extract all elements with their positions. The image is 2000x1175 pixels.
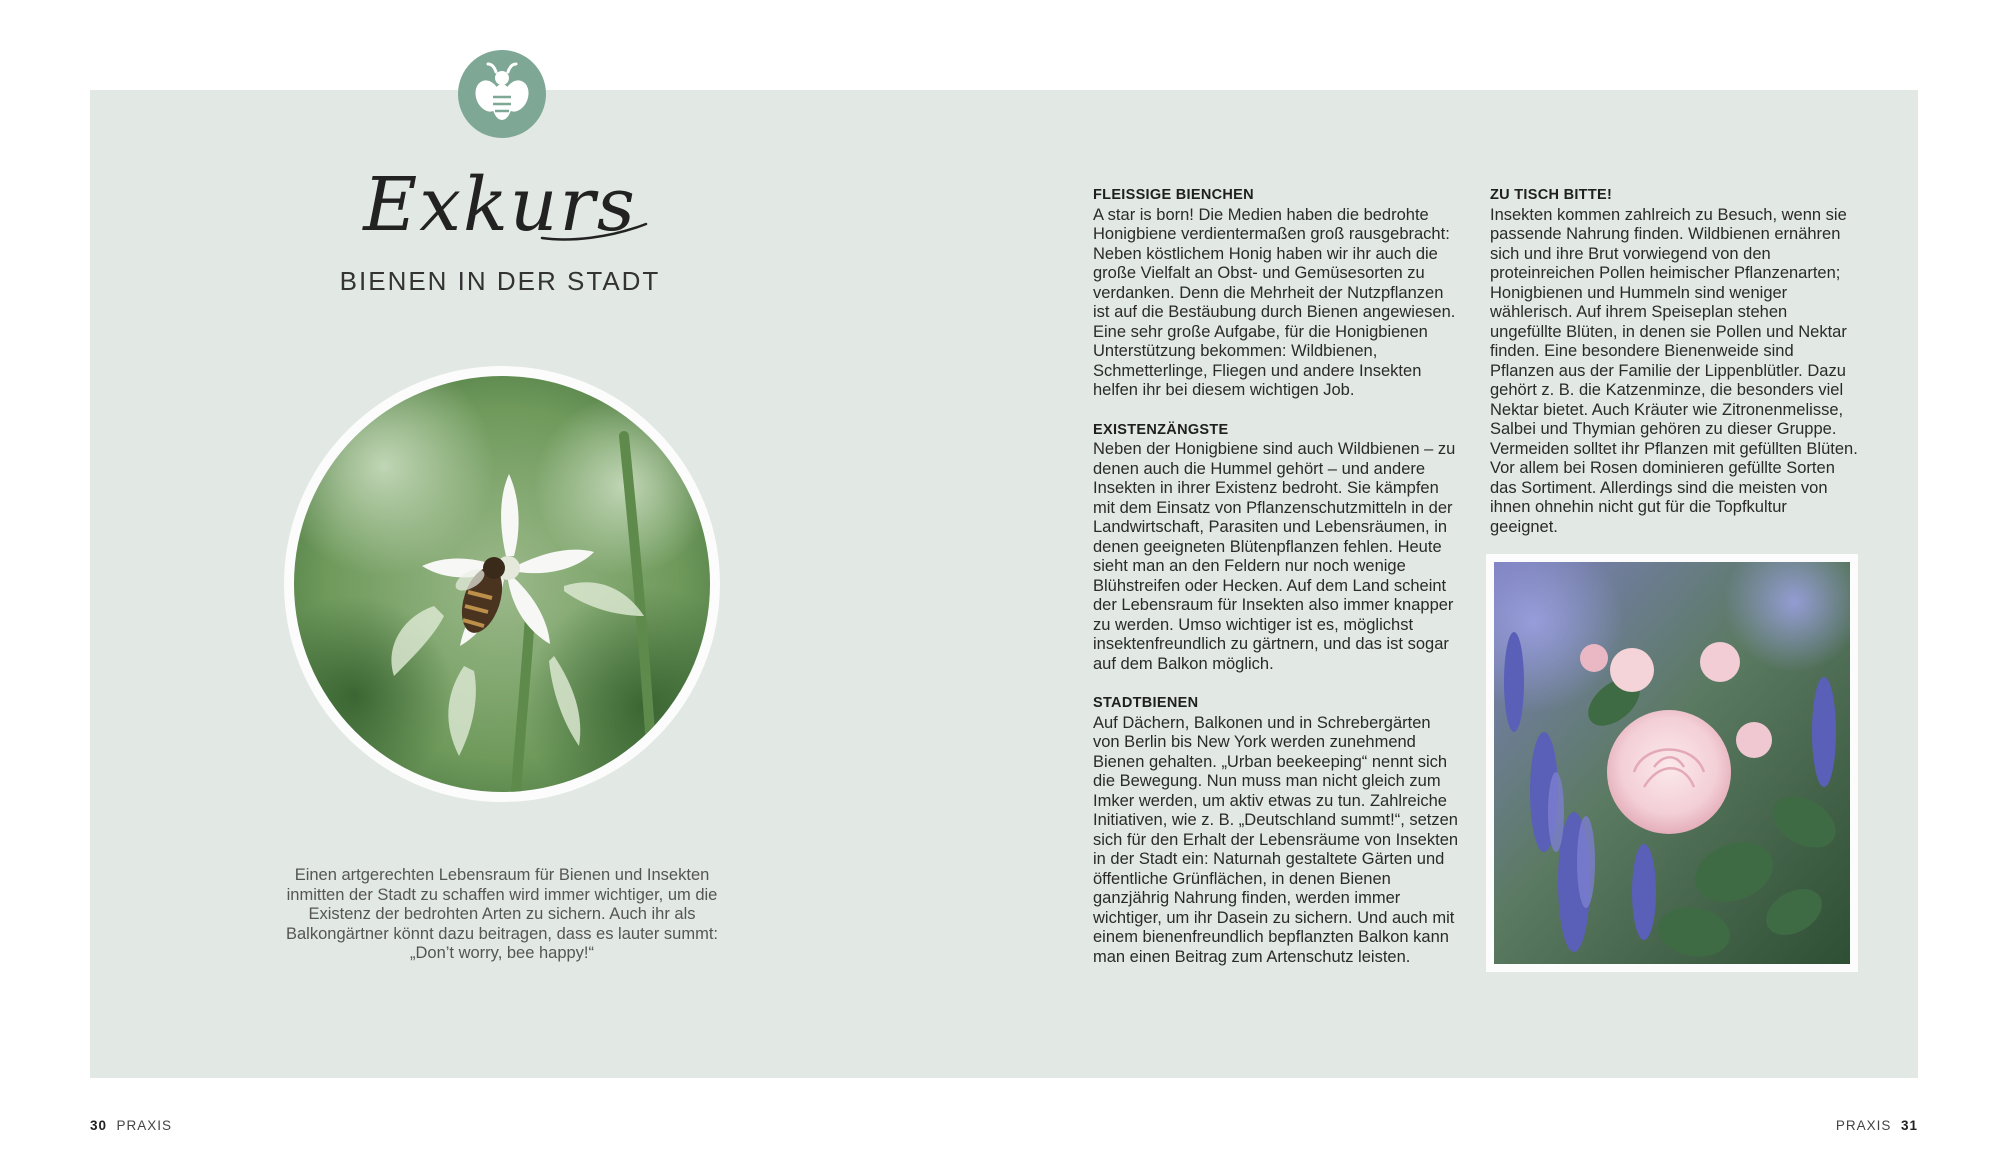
folio-right [1836, 1118, 1918, 1133]
folio-left [90, 1118, 172, 1133]
section-text: A star is born! Die Medien haben die bedrohte Honigbiene verdientermaßen groß rausgebracht: Neben köstlichem Honig haben wir ihr auch die große Vielfalt an Obst- und Gemüsesorten zu verdanken. Denn die Mehrheit der Nutzpflanzen ist auf die Bestäubung durch Bienen angewiesen. Eine sehr große Aufgabe, für die Honigbienen Unterstützung bekommen: Wildbienen, Schmetterlinge, Fliegen und andere Insekten helfen ihr bei diesem wichtigen Job. [1093, 205, 1456, 399]
section-heading: EXISTENZÄNGSTE [1093, 421, 1229, 438]
section-text: Insekten kommen zahlreich zu Besuch, wenn sie passende Nahrung finden. Wildbienen ernähren sich und ihre Brut vorwiegend von den proteinreichen Pollen heimischer Pflanzenarten; Honigbienen und Hummeln sind weniger wählerisch. Auf ihrem Speiseplan stehen ungefüllte Blüten, in denen sie Pollen und Nektar finden. Eine besondere Bienenweide sind Pflanzen aus der Familie der Lippenblütler. Dazu gehört z. B. die Katzenminze, die besonders viel Nektar bietet. Auch Kräuter wie Zitronenmelisse, Salbei und Thymian gehören zu dieser Gruppe. Vermeiden solltet ihr Pflanzen mit gefüllten Blüten. Vor allem bei Rosen dominieren gefüllte Sorten das Sortiment. Allerdings sind die meisten von ihnen ohnehin nicht gut für die Topfkultur geeignet. [1490, 205, 1858, 536]
running-head: PRAXIS [1835, 1118, 1892, 1133]
excursus-subtitle: BIENEN IN DER STADT [339, 266, 661, 296]
page-number: 31 [1900, 1118, 1918, 1133]
section-text: Neben der Honigbiene sind auch Wildbienen – zu denen auch die Hummel gehört – und andere Insekten in ihrer Existenz bedroht. Sie kämpfen mit dem Einsatz von Pflanzenschutzmitteln in der Landwirtschaft, Parasiten und Lebensräumen, in denen geeigneten Blütenpflanzen fehlen. Heute sieht man an den Feldern nur noch wenige Blühstreifen oder Hecken. Auf dem Land scheint der Lebensraum für Insekten also immer knapper zu werden. Umso wichtiger ist es, möglichst insektenfreundlich zu gärtnern, und das ist sogar auf dem Balkon möglich. [1093, 440, 1456, 673]
excursus-title: Exkurs [363, 162, 637, 248]
bee-icon [458, 50, 546, 138]
text-column-right [1490, 186, 1858, 557]
rose-and-catmint-photo [1486, 554, 1858, 972]
title-flourish [540, 208, 650, 248]
section-heading: STADTBIENEN [1093, 695, 1199, 711]
bee-on-borage-photo [284, 366, 720, 802]
running-head: PRAXIS [116, 1118, 173, 1133]
page-number: 30 [90, 1118, 108, 1133]
text-column-left [1093, 186, 1461, 987]
section-heading: ZU TISCH BITTE! [1490, 187, 1613, 203]
intro-caption: Einen artgerechten Lebensraum für Bienen und Insekten inmitten der Stadt zu schaffen wird immer wichtiger, um die Existenz der bedrohten Arten zu sichern. Auch ihr als Balkongärtner könnt dazu beitragen, dass es lauter summt: „Don’t worry, bee happy!“ [286, 866, 718, 963]
section-text: Auf Dächern, Balkonen und in Schrebergärten von Berlin bis New York werden zunehmend Bienen gehalten. „Urban beekeeping“ nennt sich die Bewegung. Nun muss man nicht gleich zum Imker werden, um aktiv etwas zu tun. Zahlreiche Initiativen, wie z. B. „Deutschland summt!“, setzen sich für den Erhalt der Lebensräume von Insekten in der Stadt ein: Naturnah gestaltete Gärten und öffentliche Grünflächen, in denen Bienen ganzjährig Nahrung finden, werden immer wichtiger, um ihr Dasein zu sichern. Und auch mit einem bienenfreundlich bepflanzten Balkon kann man einen Beitrag zum Artenschutz leisten. [1093, 713, 1459, 966]
section-heading: FLEISSIGE BIENCHEN [1093, 187, 1254, 203]
bee-badge [458, 50, 546, 138]
